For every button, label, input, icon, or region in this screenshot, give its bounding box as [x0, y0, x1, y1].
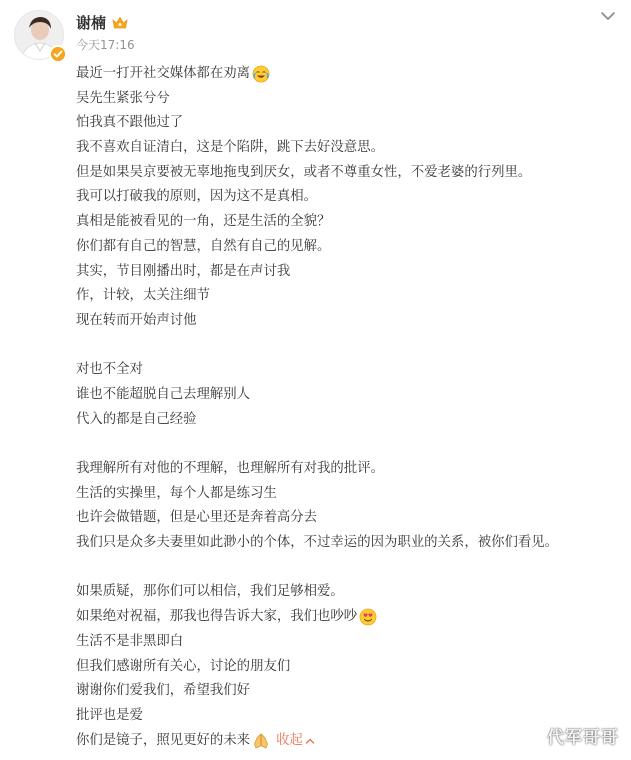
post-line: 生活不是非黑即白 — [76, 633, 184, 649]
post-line: 我理解所有对他的不理解，也理解所有对我的批评。 — [76, 461, 384, 476]
collapse-label: 收起 — [276, 732, 303, 748]
post-line: 但是如果吴京要被无辜地拖曳到厌女，或者不尊重女性，不爱老婆的行列里。 — [76, 164, 532, 180]
post-line: 你们是镜子，照见更好的未来 收起 — [76, 729, 626, 754]
post-line: 对也不全对 — [76, 362, 143, 378]
post-line: 批评也是爱 — [76, 707, 143, 723]
collapse-button[interactable] — [276, 729, 315, 754]
paragraph-gap — [76, 334, 626, 359]
post-line: 现在转而开始声讨他 — [76, 312, 197, 328]
smiling-hearts-emoji-icon — [359, 608, 377, 626]
watermark: 代军哥哥 — [547, 728, 619, 748]
post-line: 谢谢你们爱我们，希望我们好 — [76, 683, 251, 699]
post-line: 我可以打破我的原则，因为这不是真相。 — [76, 189, 318, 205]
post-line: 也许会做错题，但是心里还是奔着高分去 — [76, 510, 318, 526]
post-line: 其实，节目刚播出时，都是在声讨我 — [76, 263, 291, 279]
paragraph-gap — [76, 432, 626, 457]
post-line: 作，计较，太关注细节 — [76, 288, 210, 304]
post-content — [76, 62, 626, 753]
author-row — [76, 12, 128, 34]
post-line: 你们都有自己的智慧，自然有自己的见解。 — [76, 238, 331, 254]
verified-badge-icon — [49, 45, 67, 63]
post-line: 我不喜欢自证清白，这是个陷阱，跳下去好没意思。 — [76, 140, 384, 156]
post-line: 如果绝对祝福，那我也得告诉大家，我们也吵吵 — [76, 605, 626, 630]
post-line: 谁也不能超脱自己去理解别人 — [76, 386, 251, 402]
chevron-down-icon — [598, 8, 618, 24]
paragraph-gap — [76, 556, 626, 581]
post-timestamp[interactable]: 今天17:16 — [76, 38, 135, 52]
post-line: 代入的都是自己经验 — [76, 411, 197, 427]
crying-laughing-emoji-icon — [252, 65, 270, 83]
chevron-up-icon — [305, 736, 315, 746]
post-line: 生活的实操里，每个人都是练习生 — [76, 485, 277, 501]
praying-hands-emoji-icon — [252, 732, 270, 750]
post-line: 我们只是众多夫妻里如此渺小的个体，不过幸运的因为职业的关系，被你们看见。 — [76, 535, 559, 551]
more-options-button[interactable] — [598, 8, 618, 24]
username[interactable]: 谢楠 — [76, 14, 107, 32]
post-line: 真相是能被看见的一角，还是生活的全貌？ — [76, 214, 331, 230]
post-line: 最近一打开社交媒体都在劝离 — [76, 62, 626, 87]
crown-icon[interactable] — [112, 16, 128, 30]
post-line: 怕我真不跟他过了 — [76, 115, 184, 131]
post-line: 但我们感谢所有关心，讨论的朋友们 — [76, 658, 291, 674]
post-line: 如果质疑，那你们可以相信，我们足够相爱。 — [76, 584, 344, 600]
post-line: 吴先生紧张兮兮 — [76, 90, 170, 106]
